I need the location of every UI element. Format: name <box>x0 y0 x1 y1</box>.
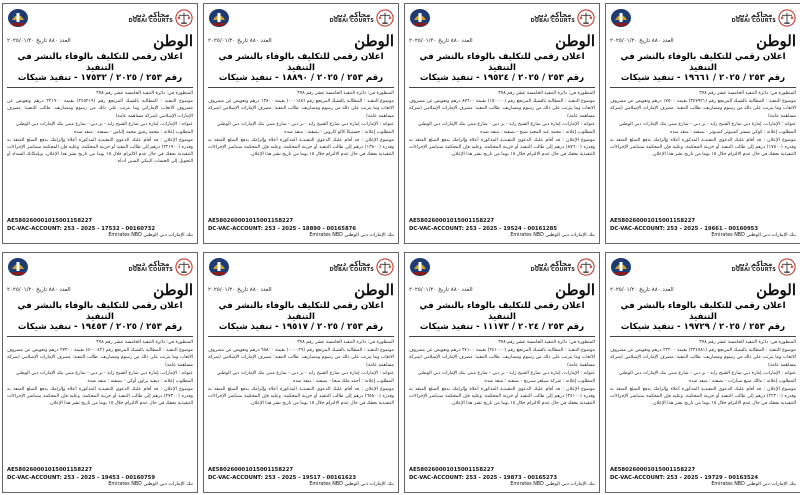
notice-paragraph: موضوع التنفيذ : المطالبة بالشيك المرتجع رقم (٠٠٠١٤٥) بقيمة ١٣٨٠٠ درهم وتعويض عن مصروف الاتعاب وما يترتب على ذلك من رسوم ومصاريف. طالب التنفيذ: مصرف الإمارات الإسلامي (شركة مساهمة عامة) <box>208 99 394 119</box>
courts-name-arabic: محاكم دبي <box>534 11 572 19</box>
iban-number: AE580260001015001158227 <box>610 218 696 225</box>
iban-number: AE580260001015001158227 <box>610 467 696 474</box>
notice-body <box>409 339 595 465</box>
courts-name-english: DUBAI COURTS <box>329 267 374 273</box>
case-number: رقم ٢٥٣ / ٢٠٢٥ / ١٩٧٢٩ - تنفيذ شيكات <box>620 322 786 333</box>
notice-title: اعلان رقمي للتكليف بالوفاء بالنشر في التنفيذ <box>620 52 786 73</box>
notice-body <box>7 90 193 216</box>
case-number: رقم ٢٥٣ / ٢٠٢٥ / ١٩٥١٧ - تنفيذ شيكات <box>218 322 384 333</box>
notice-paragraph: المنظورة في: دائرة التنفيذ الخامسة عشر رقم ٣٧٨ <box>699 91 796 97</box>
newspaper-line <box>7 281 193 299</box>
divider <box>610 336 796 337</box>
courts-name-english: DUBAI COURTS <box>731 267 776 273</box>
courts-name-arabic: محاكم دبي <box>132 260 170 268</box>
scales-emblem-icon <box>175 9 193 27</box>
notice-body <box>7 339 193 465</box>
notice-body <box>610 90 796 216</box>
courts-name-arabic: محاكم دبي <box>735 260 773 268</box>
dubai-government-emblem-icon <box>208 8 230 28</box>
scales-emblem-icon <box>577 258 595 276</box>
courts-name-english: DUBAI COURTS <box>329 18 374 24</box>
newspaper-name: الوطن <box>354 281 394 299</box>
notice-paragraph: المطلوب إعلانه : أحمد ملك ميجا - بصفته : منفذ ضده <box>292 378 394 384</box>
dubai-government-emblem-icon <box>7 8 29 28</box>
court-notice <box>404 252 600 493</box>
notice-body <box>208 339 394 465</box>
notice-paragraph: موضوع الإعلان : قد أقام عليك الدعوى التنفيذية المذكورة أعلاه وإلزامك بدفع المبلغ المنفذ به وقدره (٢٧٣٠٠) درهم إلى طالب التنفيذ أو خزينة المحكمة. وعليه فإن المحكمة ستباشر الإجراءات التنفيذية بحقك في حال عدم الالتزام خلال ١٥ يوما من تاريخ نشر هذا الإعلان. <box>7 386 193 407</box>
account-reference: DC-VAC-ACCOUNT: 253 - 2025 - 19873 - 00165273 <box>409 474 558 481</box>
notice-paragraph: موضوع الإعلان : قد أقام عليك الدعوى التنفيذية المذكورة أعلاه وإلزامك بدفع المبلغ المنفذ به وقدره (٢٢٢٠٠) درهم إلى طالب التنفيذ أو خزينة المحكمة. وعليه فإن المحكمة ستباشر الإجراءات التنفيذية بحقك في حال عدم الالتزام خلال ١٥ يوما من تاريخ نشر هذا الإعلان. <box>610 386 796 407</box>
issue-date: العدد ٨٨٠ تاريخ ٢٠٢٥/٠١/٢٠ <box>409 287 473 293</box>
notice-paragraph: المنظورة في: دائرة التنفيذ الخامسة عشر رقم ٣٧٨ <box>297 340 394 346</box>
issue-date: العدد ٨٨٠ تاريخ ٢٠٢٥/٠١/٢٠ <box>7 287 71 293</box>
scales-emblem-icon <box>778 258 796 276</box>
notice-title: اعلان رقمي للتكليف بالوفاء بالنشر في التنفيذ <box>419 301 585 322</box>
iban-number: AE580260001015001158227 <box>7 467 93 474</box>
notice-paragraph: المطلوب إعلانه : كوكي مستر كمبيوتر كمبيوتر - بصفته : منفذ ضده <box>669 129 796 135</box>
notice-paragraph: عنوانه : الإمارات، إمارة دبي شارع الشيخ زايد - بر دبي - شارع مبنى بنك الإمارات دبي الوطني <box>15 121 193 127</box>
dubai-courts-logo <box>128 258 193 276</box>
courts-name-english: DUBAI COURTS <box>530 18 575 24</box>
payment-details <box>208 467 394 489</box>
notice-paragraph: موضوع التنفيذ : المطالبة بالشيك المرتجع رقم (٥٠٠٠٤٢) بقيمة ٢٧٣٠٠ درهم وتعويض عن مصروف الاتعاب وما يترتب على ذلك من رسوم ومصاريف. طالب التنفيذ: مصرف الإمارات الإسلامي (شركة مساهمة عامة) <box>7 348 193 368</box>
dubai-government-emblem-icon <box>610 8 632 28</box>
newspaper-name: الوطن <box>153 32 193 50</box>
courts-name-english: DUBAI COURTS <box>128 267 173 273</box>
notice-header <box>208 7 394 29</box>
notice-paragraph: المطلوب إعلانه : شركة سيلفر سبرنج - بصفته : منفذ ضده <box>484 378 595 384</box>
dubai-courts-logo <box>329 258 394 276</box>
case-number: رقم ٢٥٣ / ٢٠٢٥ / ١٩٦٦١ - تنفيذ شيكات <box>620 73 786 84</box>
dubai-courts-logo <box>731 9 796 27</box>
iban-number: AE580260001015001158227 <box>208 218 294 225</box>
notice-paragraph: المطلوب إعلانه : جستيكا كالو كاروبن - بصفته : منفذ ضده <box>284 129 394 135</box>
court-notice <box>203 3 399 244</box>
issue-date: العدد ٨٨٠ تاريخ ٢٠٢٥/٠١/٢٠ <box>7 38 71 44</box>
newspaper-name: الوطن <box>153 281 193 299</box>
notice-paragraph: موضوع الإعلان : قد أقام عليك الدعوى التنفيذية المذكورة أعلاه وإلزامك بدفع المبلغ المنفذ به وقدره (١٣٨٠٠) درهم إلى طالب التنفيذ أو خزينة المحكمة. وعليه فإن المحكمة ستباشر الإجراءات التنفيذية بحقك في حال عدم الالتزام خلال ١٥ يوما من تاريخ نشر هذا الإعلان. <box>208 137 394 158</box>
account-reference: DC-VAC-ACCOUNT: 253 - 2025 - 19729 - 00163524 <box>610 474 759 481</box>
notice-paragraph: عنوانه : الإمارات، إمارة دبي شارع الشيخ زايد - بر دبي - شارع مبنى بنك الإمارات دبي الوطني <box>216 370 394 376</box>
notice-paragraph: عنوانه : الإمارات، إمارة دبي شارع الشيخ زايد - بر دبي - شارع مبنى بنك الإمارات دبي الوطني <box>15 370 193 376</box>
scales-emblem-icon <box>376 258 394 276</box>
account-reference: DC-VAC-ACCOUNT: 253 - 2025 - 19517 - 00161623 <box>208 474 357 481</box>
newspaper-line <box>409 281 595 299</box>
notice-paragraph: المنظورة في: دائرة التنفيذ الخامسة عشر رقم ٣٧٨ <box>96 340 193 346</box>
dubai-courts-logo <box>530 9 595 27</box>
issue-date: العدد ٨٨٠ تاريخ ٢٠٢٥/٠١/٢٠ <box>409 38 473 44</box>
payment-details <box>409 467 595 489</box>
bank-name: بنك الإمارات دبي الوطني Emirates NBD <box>711 482 796 488</box>
newspaper-line <box>7 32 193 50</box>
notice-paragraph: موضوع الإعلان : قد أقام عليك الدعوى التنفيذية المذكورة أعلاه وإلزامك بدفع المبلغ المنفذ به وقدره (٣٤١٠٠) درهم إلى طالب التنفيذ أو خزينة المحكمة. وعليه فإن المحكمة ستباشر الإجراءات التنفيذية بحقك في حال عدم الالتزام خلال ١٥ يوما من تاريخ نشر هذا الإعلان. <box>409 386 595 407</box>
notice-paragraph: موضوع التنفيذ : المطالبة بالشيك المرتجع رقم (٣٤٧٩٢١) بقيمة ١٧٥٠٠ درهم وتعويض عن مصروف الاتعاب وما يترتب على ذلك من رسوم ومصاريف. طالب التنفيذ: مصرف الإمارات الإسلامي (شركة مساهمة عامة) <box>610 99 796 119</box>
court-notice <box>2 252 198 493</box>
dubai-government-emblem-icon <box>409 257 431 277</box>
divider <box>409 87 595 88</box>
notice-paragraph: موضوع التنفيذ : المطالبة بالشيك المرتجع رقم (٢٣٤٧٨١) بقيمة ٢٢٢٠٠ درهم وتعويض عن مصروف الاتعاب وما يترتب على ذلك من رسوم ومصاريف. طالب التنفيذ: مصرف الإمارات الإسلامي (شركة مساهمة عامة) <box>610 348 796 368</box>
notice-paragraph: المطلوب إعلانه : محمد رفيق محمد إلياس - بصفته : منفذ ضده <box>73 129 193 135</box>
dubai-courts-logo <box>731 258 796 276</box>
notice-paragraph: المطلوب إعلانه : مالك مبيع سيارات - بصفته : منفذ ضده <box>688 378 796 384</box>
notice-paragraph: المطلوب إعلانه : محمد عبد المجيد شيخ - بصفته : منفذ ضده <box>480 129 595 135</box>
divider <box>208 87 394 88</box>
payment-details <box>7 467 193 489</box>
notice-paragraph: عنوانه : الإمارات، إمارة دبي شارع الشيخ زايد - بر دبي - شارع مبنى بنك الإمارات دبي الوطني <box>417 121 595 127</box>
case-number: رقم ٢٥٣ / ٢٠٢٥ / ١٧٥٣٢ - تنفيذ شيكات <box>17 73 183 84</box>
payment-details <box>409 218 595 240</box>
notice-title: اعلان رقمي للتكليف بالوفاء بالنشر في التنفيذ <box>17 301 183 322</box>
notice-body <box>409 90 595 216</box>
dubai-government-emblem-icon <box>610 257 632 277</box>
newspaper-line <box>610 281 796 299</box>
account-reference: DC-VAC-ACCOUNT: 253 - 2025 - 19524 - 00161285 <box>409 225 558 232</box>
payment-details <box>208 218 394 240</box>
newspaper-name: الوطن <box>354 32 394 50</box>
notice-paragraph: المطلوب إعلانه : ديفيد براون أوكي - بصفته : منفذ ضده <box>87 378 193 384</box>
notice-paragraph: عنوانه : الإمارات، إمارة دبي شارع الشيخ زايد - بر دبي - شارع مبنى بنك الإمارات دبي الوطني <box>216 121 394 127</box>
notice-header <box>409 256 595 278</box>
dubai-government-emblem-icon <box>7 257 29 277</box>
dubai-courts-logo <box>530 258 595 276</box>
account-reference: DC-VAC-ACCOUNT: 253 - 2025 - 17532 - 00160732 <box>7 225 156 232</box>
scales-emblem-icon <box>778 9 796 27</box>
account-reference: DC-VAC-ACCOUNT: 253 - 2025 - 19453 - 00160759 <box>7 474 156 481</box>
notice-paragraph: موضوع الإعلان : قد أقام عليك الدعوى التنفيذية المذكورة أعلاه وإلزامك بدفع المبلغ المنفذ به وقدره (٨٧٦٠٠) درهم إلى طالب التنفيذ أو خزينة المحكمة. وعليه فإن المحكمة ستباشر الإجراءات التنفيذية بحقك في حال عدم الالتزام خلال ١٥ يوما من تاريخ نشر هذا الإعلان. <box>409 137 595 158</box>
case-number: رقم ٢٥٣ / ٢٠٢٥ / ١٩٥٢٤ - تنفيذ شيكات <box>419 73 585 84</box>
notice-paragraph: موضوع الإعلان : قد أقام عليك الدعوى التنفيذية المذكورة أعلاه وإلزامك بدفع المبلغ المنفذ به وقدره (٦٥٨٠٠) درهم إلى طالب التنفيذ أو خزينة المحكمة. وعليه فإن المحكمة ستباشر الإجراءات التنفيذية بحقك في حال عدم الالتزام خلال ١٥ يوما من تاريخ نشر هذا الإعلان. <box>208 386 394 407</box>
scales-emblem-icon <box>376 9 394 27</box>
bank-name: بنك الإمارات دبي الوطني Emirates NBD <box>510 482 595 488</box>
notice-paragraph: عنوانه : الإمارات، إمارة دبي شارع الشيخ زايد - بر دبي - شارع مبنى بنك الإمارات دبي الوطني <box>618 370 796 376</box>
divider <box>610 87 796 88</box>
notice-header <box>610 256 796 278</box>
notice-header <box>409 7 595 29</box>
notice-paragraph: المنظورة في: دائرة التنفيذ الخامسة عشر رقم ٣٧٨ <box>297 91 394 97</box>
notice-title: اعلان رقمي للتكليف بالوفاء بالنشر في التنفيذ <box>620 301 786 322</box>
case-number: رقم ٢٥٣ / ٢٠٢٤ / ١١١٧٣ - تنفيذ شيكات <box>419 322 585 333</box>
bank-name: بنك الإمارات دبي الوطني Emirates NBD <box>510 233 595 239</box>
notice-header <box>610 7 796 29</box>
notice-paragraph: موضوع التنفيذ : المطالبة بالشيك المرتجع رقم (٢٤٥٢١٩) بقيمة ٢٢١٩٠٠ درهم وتعويض عن مصروف الاتعاب الإماراتي وما يترتب على ذلك من رسوم ومصاريف. طالب التنفيذ: مصرف الإمارات الإسلامي (شركة مساهمة عامة) <box>7 99 193 119</box>
iban-number: AE580260001015001158227 <box>7 218 93 225</box>
divider <box>208 336 394 337</box>
notice-paragraph: موضوع الإعلان : قد أقام عليك الدعوى التنفيذية المذكورة أعلاه وإلزامك بدفع المبلغ المنفذ به وقدره (٢٢١٩٠٠) درهم إلى طالب التنفيذ أو خزينة المحكمة. وعليه فإن المحكمة ستباشر الإجراءات التنفيذية بحقك في حال عدم الالتزام خلال ١٥ يوما من تاريخ نشر هذا الإعلان، وبإمكانك السداد أو التحويل إلى الحساب البنكي المبين أدناه. <box>7 137 193 165</box>
notice-paragraph: المنظورة في: دائرة التنفيذ الخامسة عشر رقم ٣٧٨ <box>498 91 595 97</box>
iban-number: AE580260001015001158227 <box>409 467 495 474</box>
iban-number: AE580260001015001158227 <box>409 218 495 225</box>
notice-title: اعلان رقمي للتكليف بالوفاء بالنشر في التنفيذ <box>218 301 384 322</box>
case-number: رقم ٢٥٣ / ٢٠٢٥ / ١٩٤٥٣ - تنفيذ شيكات <box>17 322 183 333</box>
iban-number: AE580260001015001158227 <box>208 467 294 474</box>
bank-name: بنك الإمارات دبي الوطني Emirates NBD <box>309 233 394 239</box>
dubai-courts-logo <box>329 9 394 27</box>
divider <box>409 336 595 337</box>
payment-details <box>610 467 796 489</box>
bank-name: بنك الإمارات دبي الوطني Emirates NBD <box>711 233 796 239</box>
courts-name-english: DUBAI COURTS <box>530 267 575 273</box>
courts-name-arabic: محاكم دبي <box>735 11 773 19</box>
issue-date: العدد ٨٨٠ تاريخ ٢٠٢٥/٠١/٢٠ <box>610 287 674 293</box>
courts-name-english: DUBAI COURTS <box>731 18 776 24</box>
court-notice <box>404 3 600 244</box>
issue-date: العدد ٨٨٠ تاريخ ٢٠٢٥/٠١/٢٠ <box>610 38 674 44</box>
courts-name-arabic: محاكم دبي <box>534 260 572 268</box>
bank-name: بنك الإمارات دبي الوطني Emirates NBD <box>309 482 394 488</box>
notice-paragraph: موضوع الإعلان : قد أقام عليك الدعوى التنفيذية المذكورة أعلاه وإلزامك بدفع المبلغ المنفذ به وقدره (١٧٥٠٠) درهم إلى طالب التنفيذ أو خزينة المحكمة. وعليه فإن المحكمة ستباشر الإجراءات التنفيذية بحقك في حال عدم الالتزام خلال ١٥ يوما من تاريخ نشر هذا الإعلان. <box>610 137 796 158</box>
scales-emblem-icon <box>577 9 595 27</box>
notice-paragraph: المنظورة في: دائرة التنفيذ الخامسة عشر رقم ٣٧٨ <box>96 91 193 97</box>
courts-name-arabic: محاكم دبي <box>333 11 371 19</box>
courts-name-arabic: محاكم دبي <box>132 11 170 19</box>
payment-details <box>7 218 193 240</box>
notice-header <box>208 256 394 278</box>
notice-paragraph: موضوع التنفيذ : المطالبة بالشيك المرتجع رقم (٠٠٠٠٢٩) بقيمة ٦٥٨٠٠ درهم وتعويض عن مصروف الاتعاب وما يترتب على ذلك من رسوم ومصاريف. طالب التنفيذ: مصرف الإمارات الإسلامي (شركة مساهمة عامة) <box>208 348 394 368</box>
notice-title: اعلان رقمي للتكليف بالوفاء بالنشر في التنفيذ <box>419 52 585 73</box>
payment-details <box>610 218 796 240</box>
issue-date: العدد ٨٨٠ تاريخ ٢٠٢٥/٠١/٢٠ <box>208 287 272 293</box>
notice-header <box>7 7 193 29</box>
court-notice <box>605 3 800 244</box>
notice-paragraph: عنوانه : الإمارات، إمارة دبي شارع الشيخ زايد - بر دبي - شارع مبنى بنك الإمارات دبي الوطني <box>417 370 595 376</box>
divider <box>7 87 193 88</box>
account-reference: DC-VAC-ACCOUNT: 253 - 2025 - 18890 - 00165876 <box>208 225 357 232</box>
dubai-government-emblem-icon <box>409 8 431 28</box>
issue-date: العدد ٨٨٠ تاريخ ٢٠٢٥/٠١/٢٠ <box>208 38 272 44</box>
newspaper-line <box>208 32 394 50</box>
notice-paragraph: موضوع التنفيذ : المطالبة بالشيك المرتجع رقم (٢٤١٠٠٠) بقيمة ٣٤١٠٠ درهم وتعويض عن مصروف الاتعاب وما يترتب على ذلك من رسوم ومصاريف. طالب التنفيذ: مصرف الإمارات الإسلامي (شركة مساهمة عامة) <box>409 348 595 368</box>
court-notice <box>605 252 800 493</box>
dubai-government-emblem-icon <box>208 257 230 277</box>
courts-name-arabic: محاكم دبي <box>333 260 371 268</box>
notice-title: اعلان رقمي للتكليف بالوفاء بالنشر في التنفيذ <box>17 52 183 73</box>
case-number: رقم ٢٥٣ / ٢٠٢٥ / ١٨٨٩٠ - تنفيذ شيكات <box>218 73 384 84</box>
newspaper-name: الوطن <box>555 32 595 50</box>
bank-name: بنك الإمارات دبي الوطني Emirates NBD <box>108 233 193 239</box>
notice-body <box>208 90 394 216</box>
account-reference: DC-VAC-ACCOUNT: 253 - 2025 - 19661 - 00160953 <box>610 225 759 232</box>
notice-paragraph: المنظورة في: دائرة التنفيذ الخامسة عشر رقم ٣٧٨ <box>699 340 796 346</box>
newspaper-line <box>409 32 595 50</box>
newspaper-name: الوطن <box>555 281 595 299</box>
notice-paragraph: عنوانه : الإمارات، إمارة دبي شارع الشيخ زايد - بر دبي - شارع مبنى بنك الإمارات دبي الوطني <box>618 121 796 127</box>
divider <box>7 336 193 337</box>
court-notice <box>2 3 198 244</box>
notice-title: اعلان رقمي للتكليف بالوفاء بالنشر في التنفيذ <box>218 52 384 73</box>
court-notice <box>203 252 399 493</box>
notice-header <box>7 256 193 278</box>
newspaper-line <box>208 281 394 299</box>
courts-name-english: DUBAI COURTS <box>128 18 173 24</box>
notice-paragraph: موضوع التنفيذ : المطالبة بالشيك المرتجع رقم (١٥٠٠٠٠) بقيمة ٨٧٦٠٠ درهم وتعويض عن مصروف الاتعاب وما يترتب على ذلك من رسوم ومصاريف. طالب التنفيذ: مصرف الإمارات الإسلامي (شركة مساهمة عامة) <box>409 99 595 119</box>
notice-body <box>610 339 796 465</box>
notice-paragraph: المنظورة في: دائرة التنفيذ الخامسة عشر رقم ٣٧٨ <box>498 340 595 346</box>
newspaper-name: الوطن <box>756 32 796 50</box>
newspaper-line <box>610 32 796 50</box>
newspaper-name: الوطن <box>756 281 796 299</box>
bank-name: بنك الإمارات دبي الوطني Emirates NBD <box>108 482 193 488</box>
dubai-courts-logo <box>128 9 193 27</box>
scales-emblem-icon <box>175 258 193 276</box>
